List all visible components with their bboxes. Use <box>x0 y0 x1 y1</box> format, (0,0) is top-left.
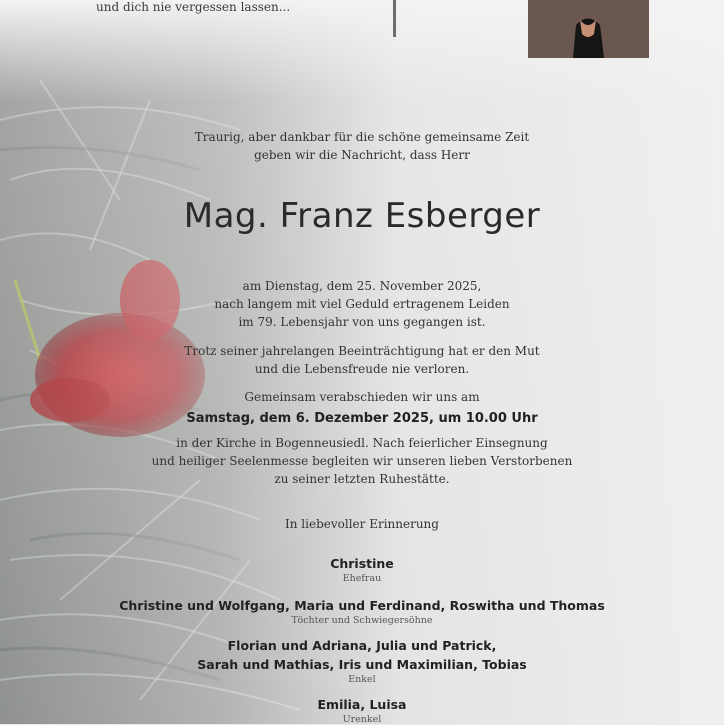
farewell-line-1: in der Kirche in Bogenneusiedl. Nach feierlicher Einsegnung <box>176 436 548 450</box>
deceased-name: Mag. Franz Esberger <box>183 196 541 236</box>
death-line-3: im 79. Lebensjahr von uns gegangen ist. <box>238 315 486 329</box>
mourner-group-1 <box>0 554 724 584</box>
mourner-group-4 <box>0 695 724 725</box>
mourner-names: Florian und Adriana, Julia und Patrick, <box>227 638 497 653</box>
mourner-names: Emilia, Luisa <box>317 697 407 712</box>
farewell-line-3: zu seiner letzten Ruhestätte. <box>274 472 450 486</box>
mourner-role: Enkel <box>348 674 376 685</box>
quote-text: und dich nie vergessen lassen... <box>96 0 291 14</box>
farewell-details <box>0 434 724 488</box>
tribute-line-2: und die Lebensfreude nie verloren. <box>254 362 470 376</box>
mourner-group-3 <box>0 636 724 685</box>
death-line-1: am Dienstag, dem 25. November 2025, <box>242 279 482 293</box>
mourner-names: Christine <box>330 556 394 571</box>
intro-line-1: Traurig, aber dankbar für die schöne gemeinsame Zeit <box>194 130 530 144</box>
mourner-role: Töchter und Schwiegersöhne <box>291 615 433 626</box>
death-notice <box>0 277 724 331</box>
mourner-names: Sarah und Mathias, Iris und Maximilian, Tobias <box>197 657 527 672</box>
mourner-names: Christine und Wolfgang, Maria und Ferdinand, Roswitha und Thomas <box>119 598 605 613</box>
farewell-line-2: und heiliger Seelenmesse begleiten wir unseren lieben Verstorbenen <box>151 454 573 468</box>
mourner-group-2 <box>0 596 724 626</box>
farewell-intro: Gemeinsam verabschieden wir uns am <box>244 390 480 404</box>
tribute-text <box>0 342 724 378</box>
tribute-line-1: Trotz seiner jahrelangen Beeinträchtigung hat er den Mut <box>184 344 540 358</box>
portrait-photo-figure <box>528 0 649 58</box>
mourner-role: Ehefrau <box>342 573 382 584</box>
death-line-2: nach langem mit viel Geduld ertragenem Leiden <box>214 297 510 311</box>
funeral-date: Samstag, dem 6. Dezember 2025, um 10.00 Uhr <box>186 411 538 426</box>
portrait-photo <box>528 0 649 58</box>
mourner-role: Urenkel <box>342 714 382 725</box>
intro-line-2: geben wir die Nachricht, dass Herr <box>254 148 470 162</box>
cross-icon <box>393 0 396 37</box>
mourners-heading: In liebevoller Erinnerung <box>285 517 439 531</box>
intro-text <box>0 128 724 164</box>
